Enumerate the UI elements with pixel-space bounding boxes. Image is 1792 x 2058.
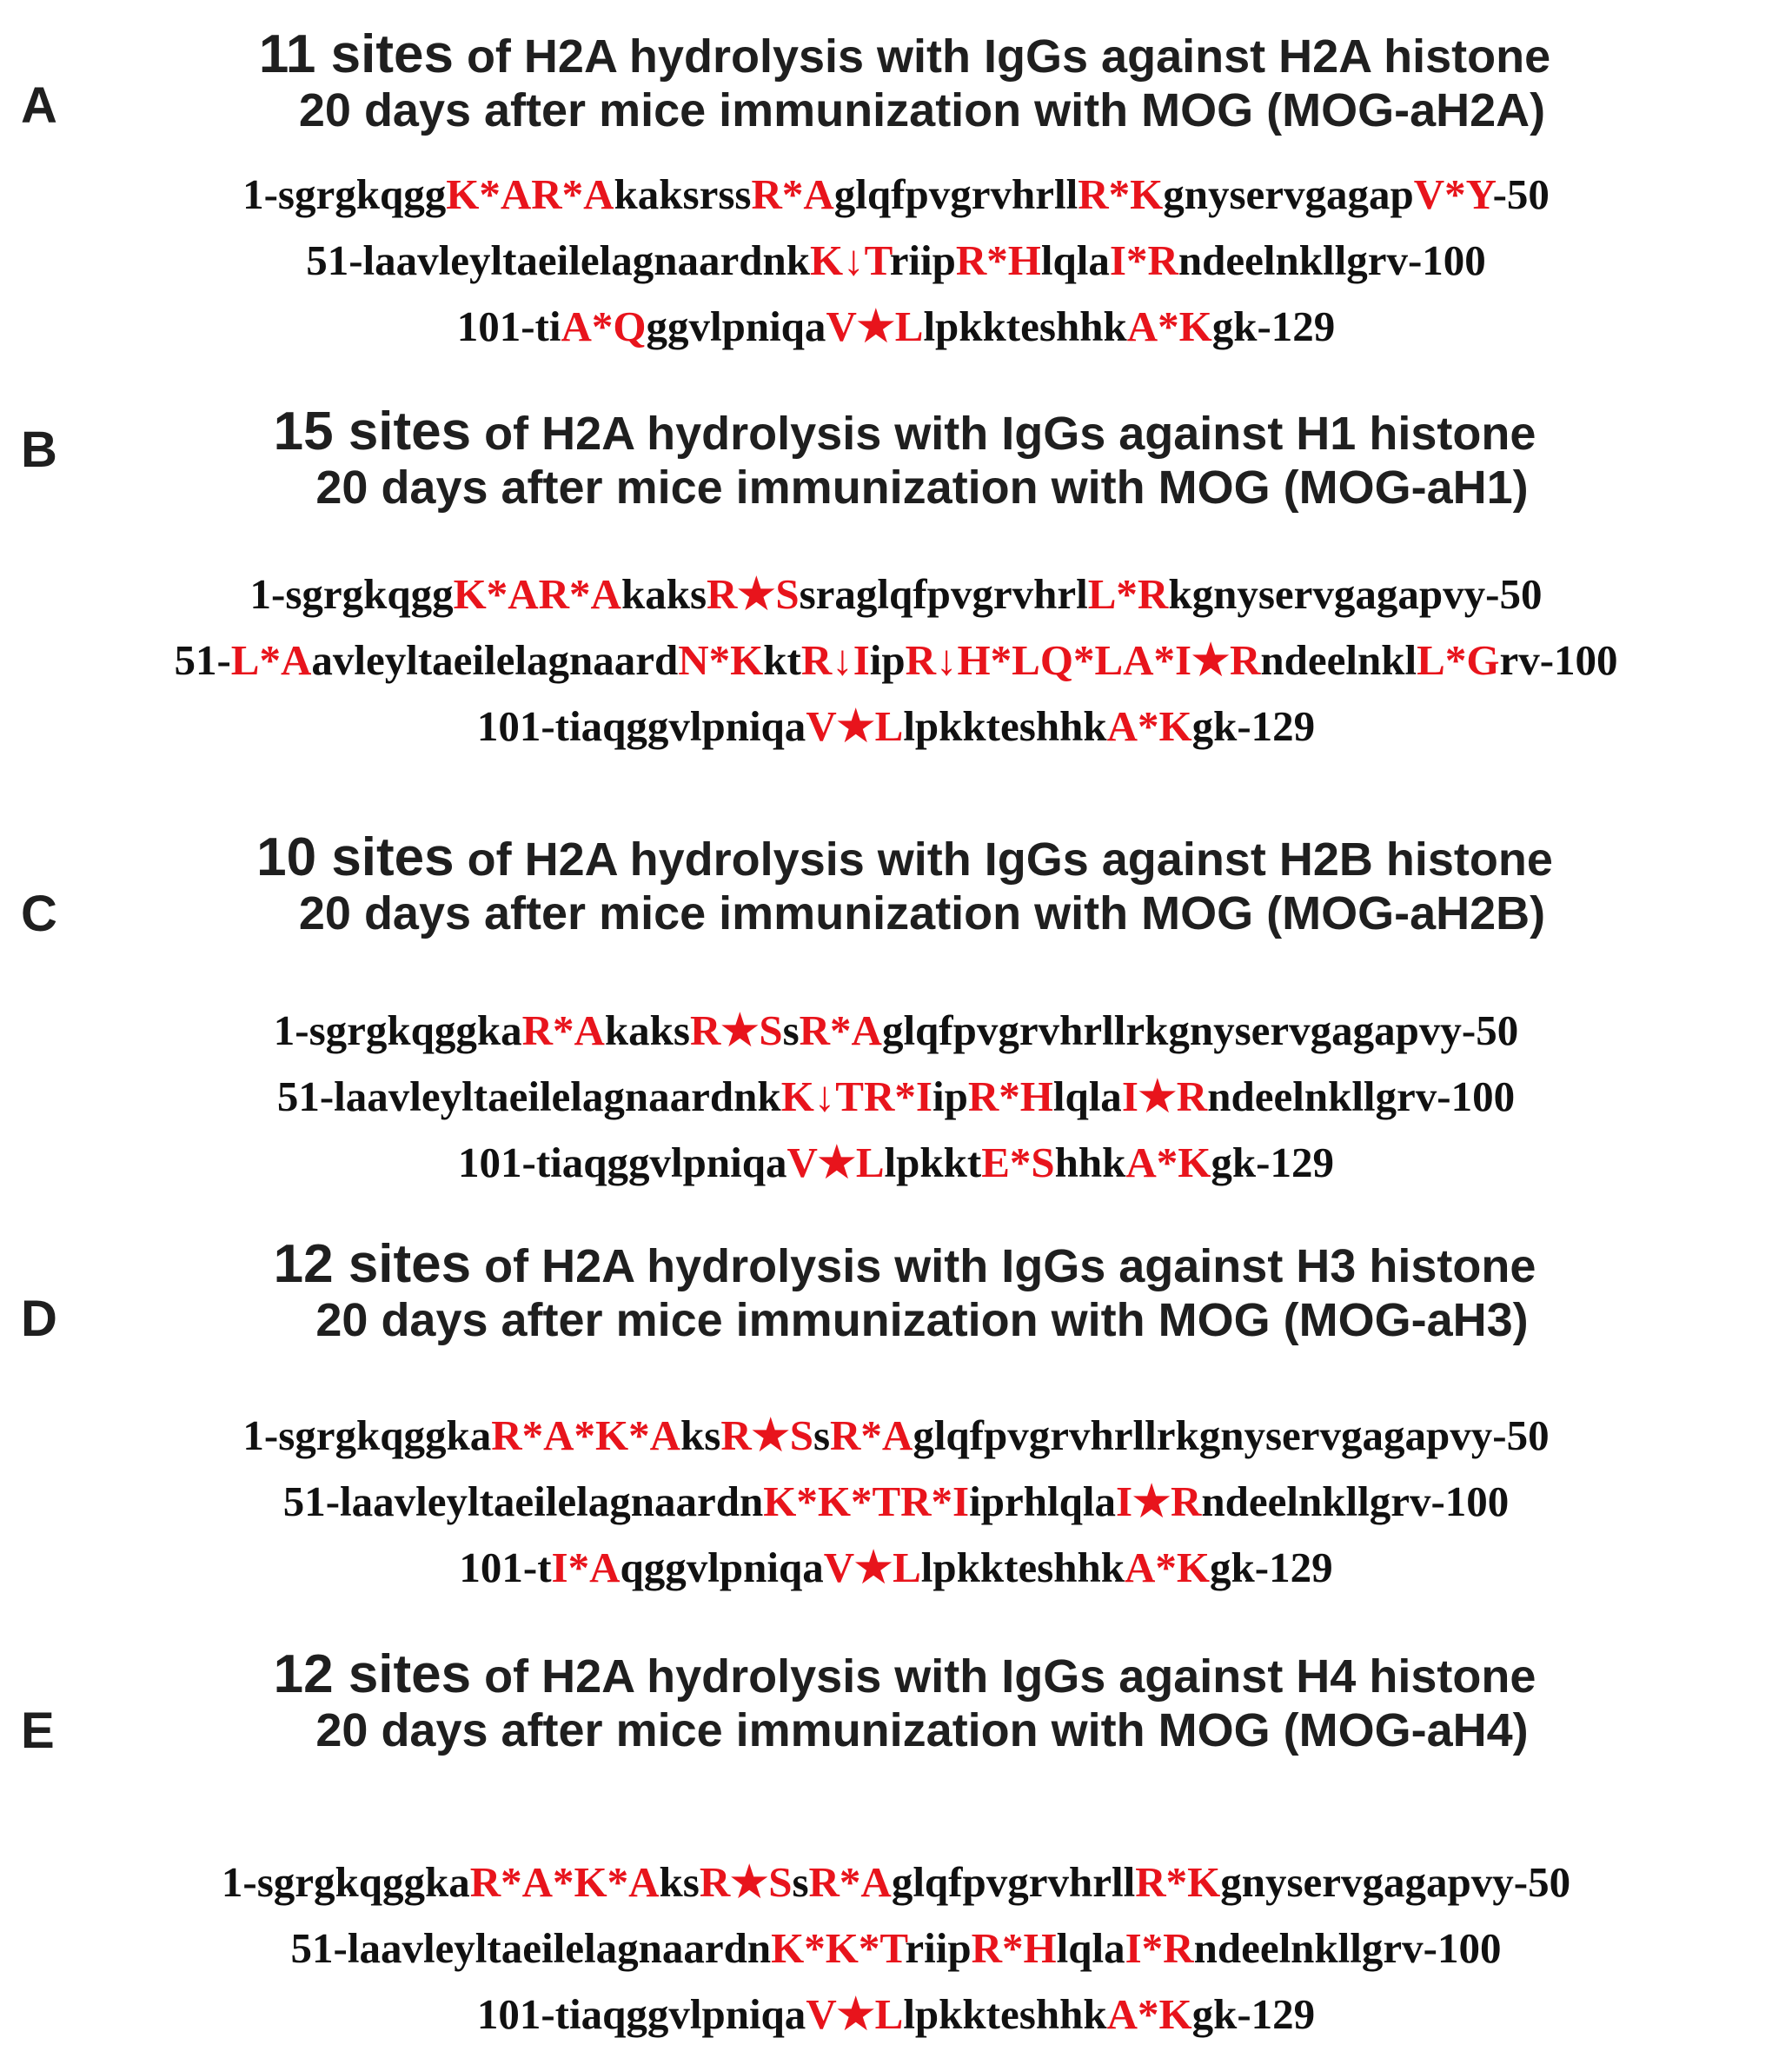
panel-letter: B [21,422,57,478]
sequence-segment: 101-tiaqggvlpniqa [476,1990,806,2038]
site-count: 12 sites [273,1234,472,1294]
cleavage-site: R*A [521,1006,605,1054]
sequence-segment: gk-129 [1191,702,1316,750]
sequence-segment: kt [763,636,801,684]
sequence-segment: 51-laavleyltaeilelagnaardn [290,1924,772,1972]
cleavage-site: R*K [1078,170,1164,218]
panel-title [0,402,1792,514]
cleavage-site: A*K [1125,1544,1211,1591]
cleavage-site: L*R [1087,570,1169,618]
sequence-line [0,1469,1792,1535]
sequence-line [0,162,1792,228]
sequence-segment: iprhlqla [969,1477,1116,1525]
cleavage-site: V★L [823,1544,921,1591]
sequence-segment: rv-100 [1499,636,1618,684]
title-line [0,827,1792,887]
sequence-segment: gnyservgagap [1163,170,1414,218]
sequence-segment: gk-129 [1211,302,1336,350]
cleavage-site: R↓H*LQ*LA*I★R [905,636,1261,684]
sequence-segment: lpkkt [884,1139,982,1186]
sequence-segment: lpkkteshhk [923,302,1127,350]
panel-letter: E [21,1703,55,1759]
sequence-segment: 1-sgrgkqggka [242,1411,492,1459]
sequence-block [0,998,1792,1196]
sequence-segment: ndeelnkllgrv-100 [1207,1072,1516,1120]
sequence-segment: s [813,1411,831,1459]
cleavage-site: R*A [751,170,834,218]
cleavage-site: R*A [808,1858,892,1906]
sequence-segment: lpkkteshhk [920,1544,1125,1591]
cleavage-site: I*A [551,1544,621,1591]
sequence-segment: glqfpvgrvhrll [833,170,1079,218]
title-text: of H2A hydrolysis with IgGs against H1 histone [471,408,1536,460]
sequence-segment: ndeelnkl [1260,636,1417,684]
cleavage-site: R*A*K*A [469,1858,660,1906]
sequence-block [0,1403,1792,1601]
panel-title [0,24,1792,137]
sequence-segment: qggvlpniqa [620,1544,824,1591]
sequence-segment: ndeelnkllgrv-100 [1178,236,1486,284]
cleavage-site: R↓I [800,636,870,684]
sequence-segment: kaksrss [614,170,752,218]
cleavage-site: A*K [1106,1990,1192,2038]
panel-title [0,1644,1792,1757]
panel-title [0,1234,1792,1347]
cleavage-site: R★S [699,1858,793,1906]
sequence-block [0,561,1792,760]
cleavage-site: R*A [830,1411,913,1459]
title-line [0,24,1792,84]
sequence-segment: gk-129 [1191,1990,1316,2038]
subtitle: 20 days after mice immunization with MOG (MOG-aH2B) [298,887,1546,940]
sequence-line [0,1064,1792,1130]
title-text: of H2A hydrolysis with IgGs against H3 histone [471,1240,1536,1292]
sequence-segment: lqla [1040,236,1110,284]
sequence-segment: gnyservgagapvy-50 [1220,1858,1571,1906]
cleavage-site: I*R [1109,236,1178,284]
panel-letter: C [21,886,57,942]
sequence-segment: ndeelnkllgrv-100 [1201,1477,1510,1525]
cleavage-site: L*G [1417,636,1500,684]
cleavage-site: K*K*T [771,1924,906,1972]
sequence-segment: riip [889,236,956,284]
sequence-line [0,294,1792,360]
sequence-line [0,627,1792,694]
cleavage-site: K↓TR*I [780,1072,933,1120]
sequence-segment: kaks [604,1006,690,1054]
title-text: of H2A hydrolysis with IgGs against H2A histone [453,30,1551,83]
cleavage-site: R*A [799,1006,882,1054]
subtitle: 20 days after mice immunization with MOG (MOG-aH1) [315,461,1529,514]
site-count: 11 sites [258,24,454,84]
sequence-line [0,1130,1792,1196]
sequence-segment: 51- [174,636,231,684]
cleavage-site: R*H [971,1924,1057,1972]
cleavage-site: I*R [1125,1924,1194,1972]
cleavage-site: V★L [806,1990,904,2038]
title-line [0,1644,1792,1704]
sequence-segment: lqla [1056,1924,1125,1972]
sequence-segment: lpkkteshhk [903,1990,1107,2038]
sequence-segment: ip [869,636,906,684]
cleavage-site: V*Y [1413,170,1493,218]
panel-letter: D [21,1291,57,1347]
subtitle: 20 days after mice immunization with MOG (MOG-aH2A) [298,84,1546,137]
sequence-segment: ks [680,1411,721,1459]
cleavage-site: V★L [786,1139,885,1186]
sequence-segment: -50 [1492,170,1550,218]
sequence-segment: gk-129 [1210,1544,1333,1591]
cleavage-site: N*K [678,636,764,684]
sequence-line [0,561,1792,627]
sequence-segment: ks [659,1858,700,1906]
sequence-segment: ggvlpniqa [646,302,826,350]
sequence-line [0,1915,1792,1982]
sequence-segment: gk-129 [1211,1139,1334,1186]
subtitle: 20 days after mice immunization with MOG (MOG-aH3) [315,1294,1529,1347]
sequence-segment: 101-ti [456,302,561,350]
title-text: of H2A hydrolysis with IgGs against H2B histone [454,833,1553,886]
cleavage-site: R*H [955,236,1041,284]
sequence-line [0,694,1792,760]
panel-title [0,827,1792,940]
cleavage-site: V★L [826,302,924,350]
sequence-segment: riip [905,1924,972,1972]
sequence-segment: 1-sgrgkqggka [221,1858,470,1906]
title-line [0,402,1792,461]
sequence-segment: kaks [621,570,707,618]
cleavage-site: R★S [720,1411,813,1459]
sequence-segment: 1-sgrgkqgg [242,170,447,218]
sequence-line [0,998,1792,1064]
sequence-segment: glqfpvgrvhrllrkgnyservgagapvy-50 [881,1006,1519,1054]
sequence-segment: 1-sgrgkqggka [273,1006,522,1054]
cleavage-site: R★S [690,1006,783,1054]
sequence-block [0,162,1792,360]
cleavage-site: L*A [230,636,312,684]
sequence-line [0,1535,1792,1601]
sequence-segment: avleyltaeilelagnaard [311,636,679,684]
title-text: of H2A hydrolysis with IgGs against H4 histone [471,1650,1536,1703]
sequence-line [0,1403,1792,1469]
sequence-line [0,1849,1792,1915]
cleavage-site: K↓T [810,236,890,284]
title-line [0,1234,1792,1294]
sequence-segment: 101-tiaqggvlpniqa [458,1139,787,1186]
sequence-segment: glqfpvgrvhrll [891,1858,1136,1906]
sequence-segment: hhk [1054,1139,1126,1186]
sequence-segment: 51-laavleyltaeilelagnaardnk [276,1072,781,1120]
sequence-segment: 101-t [459,1544,552,1591]
sequence-segment: 1-sgrgkqgg [249,570,454,618]
sequence-segment: lqla [1052,1072,1122,1120]
sequence-block [0,1849,1792,2048]
sequence-segment: ip [932,1072,968,1120]
panel-letter: A [21,77,57,134]
site-count: 10 sites [256,827,455,887]
cleavage-site: R*A*K*A [491,1411,681,1459]
cleavage-site: R*K [1135,1858,1221,1906]
sequence-line [0,228,1792,294]
cleavage-site: K*AR*A [446,170,614,218]
cleavage-site: K*K*TR*I [763,1477,970,1525]
cleavage-site: A*K [1126,302,1212,350]
cleavage-site: R★S [707,570,800,618]
site-count: 15 sites [273,402,472,461]
sequence-segment: 51-laavleyltaeilelagnaardnk [306,236,811,284]
cleavage-site: A*K [1106,702,1192,750]
sequence-segment: sraglqfpvgrvhrl [799,570,1088,618]
cleavage-site: I★R [1116,1477,1202,1525]
cleavage-site: K*AR*A [453,570,621,618]
subtitle: 20 days after mice immunization with MOG (MOG-aH4) [315,1704,1529,1757]
cleavage-site: A*K [1125,1139,1211,1186]
sequence-segment: lpkkteshhk [903,702,1107,750]
site-count: 12 sites [273,1644,472,1704]
sequence-segment: glqfpvgrvhrllrkgnyservgagapvy-50 [913,1411,1550,1459]
cleavage-site: E*S [981,1139,1055,1186]
cleavage-site: R*H [967,1072,1053,1120]
sequence-segment: kgnyservgagapvy-50 [1168,570,1543,618]
sequence-segment: 101-tiaqggvlpniqa [476,702,806,750]
sequence-segment: s [782,1006,800,1054]
sequence-segment: 51-laavleyltaeilelagnaardn [282,1477,764,1525]
sequence-segment: ndeelnkllgrv-100 [1193,1924,1502,1972]
sequence-segment: s [792,1858,809,1906]
cleavage-site: A*Q [561,302,647,350]
cleavage-site: I★R [1121,1072,1208,1120]
cleavage-site: V★L [806,702,904,750]
sequence-line [0,1982,1792,2048]
